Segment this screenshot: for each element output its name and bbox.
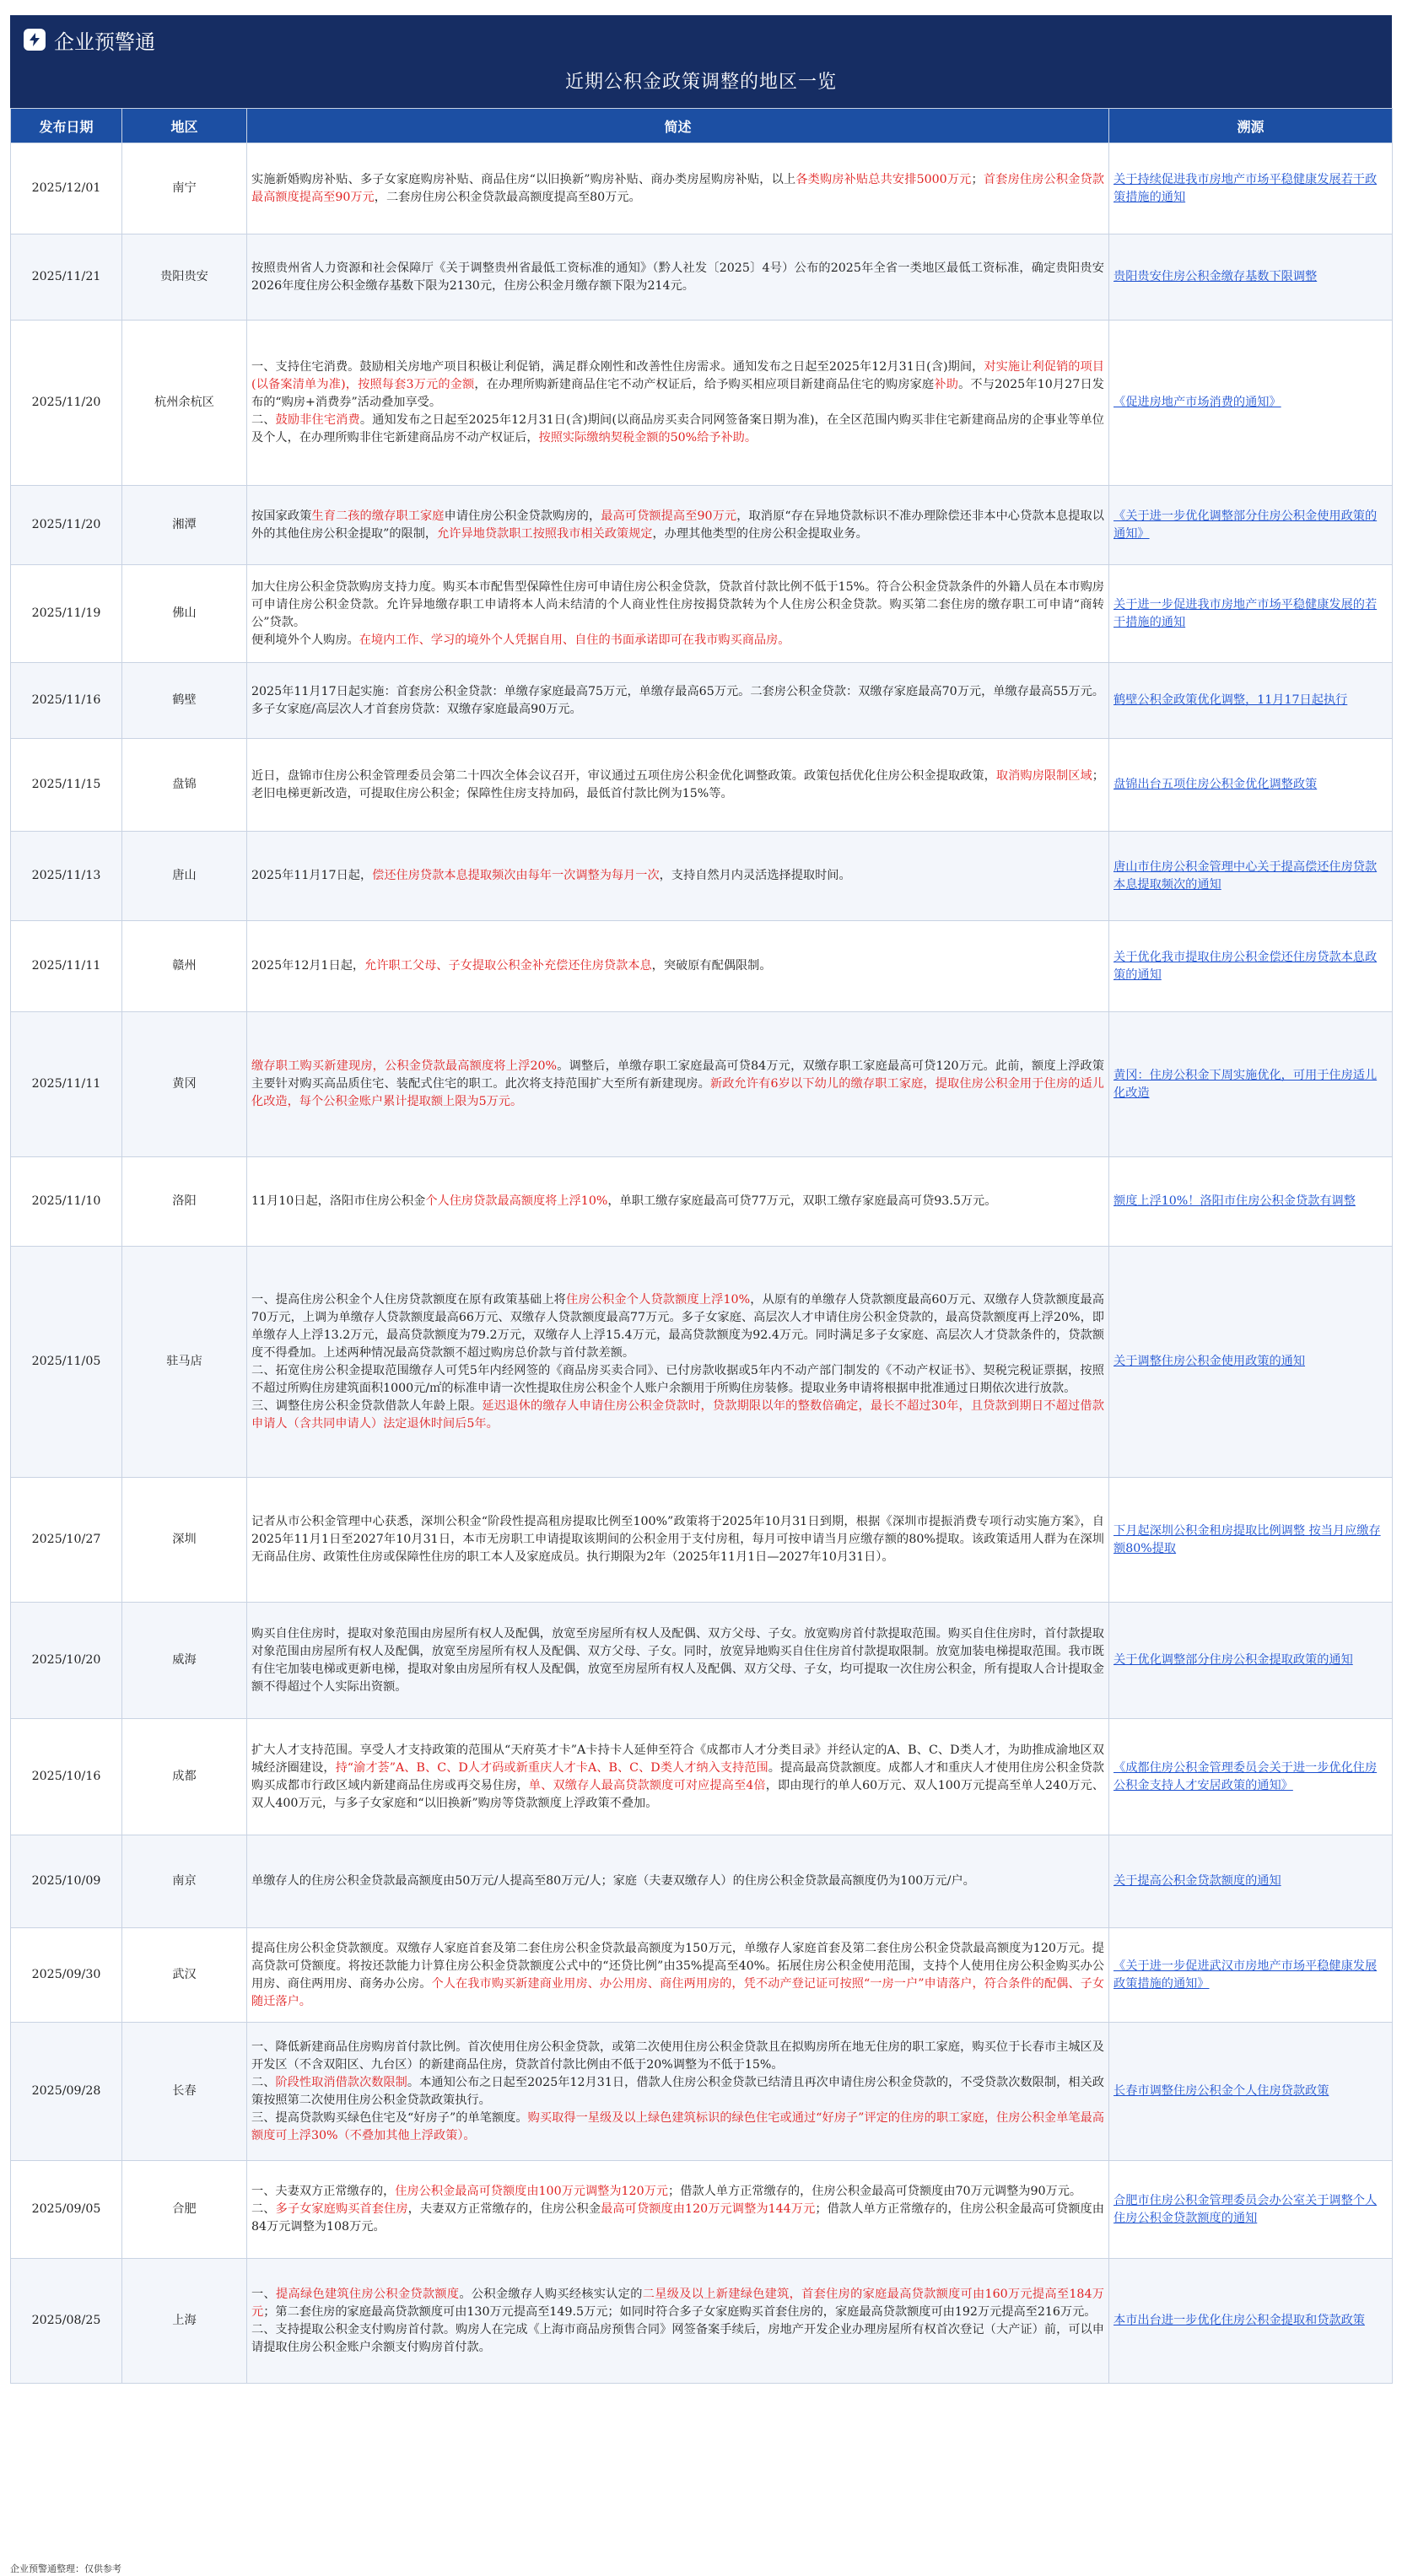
description-text: ，二套房住房公积金贷款最高额度提高至80万元。 <box>374 190 641 204</box>
cell-source <box>1109 143 1393 234</box>
cell-source <box>1109 1603 1393 1719</box>
source-link[interactable]: 合肥市住房公积金管理委员会办公室关于调整个人住房公积金贷款额度的通知 <box>1114 2193 1378 2225</box>
column-header-description: 简述 <box>247 109 1109 143</box>
cell-region: 佛山 <box>122 565 247 663</box>
description-text: 2025年11月17日起， <box>251 869 373 882</box>
description-text: 2025年12月1日起， <box>251 959 365 973</box>
description-text: ，在办理所购新建商品住宅不动产权证后，给予购买相应项目新建商品住宅的购房家庭 <box>474 378 935 391</box>
page-title: 近期公积金政策调整的地区一览 <box>564 72 837 93</box>
source-link[interactable]: 《成都住房公积金管理委员会关于进一步优化住房公积金支持人才安居政策的通知》 <box>1114 1760 1378 1792</box>
description-text: ；借款人单方正常缴存的，住房公积金最高可贷额度由70万元调整为90万元。 <box>668 2185 1082 2198</box>
source-link[interactable]: 本市出台进一步优化住房公积金提取和贷款政策 <box>1114 2314 1365 2327</box>
description-text: 一、夫妻双方正常缴存的， <box>251 2185 396 2198</box>
source-link[interactable]: 《促进房地产市场消费的通知》 <box>1114 396 1281 409</box>
table-row <box>11 2023 1393 2161</box>
table-row <box>11 2259 1393 2384</box>
description-text: 一、 <box>251 2287 276 2301</box>
lightning-icon <box>24 29 46 51</box>
description-text: 实施新婚购房补贴、多子女家庭购房补贴、商品住房“以旧换新”购房补贴、商办类房屋购房补贴，以上 <box>251 172 796 186</box>
cell-description <box>247 1835 1109 1928</box>
description-text: 支持个人使用住房公积金购买办公用房、商住两用房、商务办公房。 <box>251 1959 1104 1991</box>
cell-region: 长春 <box>122 2023 247 2161</box>
table-row <box>11 832 1393 921</box>
cell-date: 2025/10/20 <box>11 1603 122 1719</box>
table-row <box>11 1478 1393 1603</box>
description-text: ，办理其他类型的住房公积金提取业务。 <box>652 526 868 541</box>
cell-source <box>1109 2259 1393 2384</box>
source-link[interactable]: 贵阳贵安住房公积金缴存基数下限调整 <box>1114 270 1318 283</box>
highlight-text: 阶段性取消借款次数限制 <box>275 2075 407 2089</box>
source-link[interactable]: 关于持续促进我市房地产市场平稳健康发展若干政策措施的通知 <box>1114 172 1378 204</box>
cell-description <box>247 143 1109 234</box>
brand <box>24 27 155 52</box>
cell-source <box>1109 565 1393 663</box>
cell-source <box>1109 832 1393 921</box>
cell-region: 盘锦 <box>122 739 247 832</box>
source-link[interactable]: 黄冈：住房公积金下周实施优化，可用于住房适儿化改造 <box>1114 1068 1378 1100</box>
description-text: ，单职工缴存家庭最高可贷77万元，双职工缴存家庭最高可贷93.5万元。 <box>607 1194 997 1208</box>
source-link[interactable]: 关于提高公积金贷款额度的通知 <box>1114 1874 1281 1888</box>
cell-region: 驻马店 <box>122 1247 247 1478</box>
description-text: 三、调整住房公积金贷款借款人年龄上限。 <box>251 1398 483 1413</box>
cell-date: 2025/09/30 <box>11 1928 122 2023</box>
description-text: ，即由现行的单人60万元、双人100万元提高至单人240万元、双人400万元，与多子女家庭和“以旧换新”购房等贷款额度上浮政策不叠加。 <box>251 1778 1104 1810</box>
cell-date: 2025/08/25 <box>11 2259 122 2384</box>
description-text: 记者从市公积金管理中心获悉，深圳公积金“阶段性提高租房提取比例至100%”政策将于2025年10月31日到期，根据《深圳市提振消费专项行动实施方案》，自2025年11月1日至2027年10月31日，本市无房职工申请提取该期间的公积金用于支付房租，每月可按申请当月应缴存额的80%提取。该政策适用人群为在深圳无商品住房、政策性住房或保障性住房的职工本人及家庭成员。执行期限为2年（2025年11月1日—2027年10月31日）。 <box>251 1515 1104 1564</box>
cell-source <box>1109 321 1393 486</box>
source-link[interactable]: 长春市调整住房公积金个人住房贷款政策 <box>1114 2084 1329 2098</box>
cell-region: 赣州 <box>122 921 247 1012</box>
table-row <box>11 1928 1393 2023</box>
cell-source <box>1109 2161 1393 2259</box>
source-link[interactable]: 额度上浮10%！洛阳市住房公积金贷款有调整 <box>1114 1194 1356 1208</box>
cell-date: 2025/11/11 <box>11 921 122 1012</box>
table-row <box>11 739 1393 832</box>
description-text: 提高住房公积金贷款额度。双缴存人家庭首套及第二套住房公积金贷款最高额度为150万元，单缴存人家庭首套及第二套住房公积金贷款最高额度为120万元。提高贷款可贷额度。将按还款能力计算住房公积金贷款额度公式中的“还贷比例”由35%提高至40%。拓展住房公积金使用范围， <box>251 1941 1104 1973</box>
highlight-text: 持“渝才荟”A、B、C、D人才码或新重庆人才卡A、B、C、D类人才纳入支持范围 <box>335 1760 768 1775</box>
description-text: 。通知发布之日起至2025年12月31日(含)期间(以商品房买卖合同网签备案日期为准)，在全区范围内购买非住宅新建商品房的企事业等单位及个人，在办理所购非住宅新建商品房不动产权证后， <box>251 413 1104 445</box>
source-link[interactable]: 《关于进一步优化调整部分住房公积金使用政策的通知》 <box>1114 509 1378 541</box>
column-header-source: 溯源 <box>1109 109 1393 143</box>
cell-region: 武汉 <box>122 1928 247 2023</box>
cell-date: 2025/11/15 <box>11 739 122 832</box>
description-text: ，从原有的单缴存人贷款额度最高60万元、双缴存人贷款额度最高70万元，上调为单缴存人贷款额度最高66万元、双缴存人贷款额度最高77万元。多子女家庭、高层次人才申请住房公积金贷款的，最高贷款额度再上浮20%，即单缴存人上浮13.2万元，最高贷款额度为79.2万元，双缴存人上浮15.4万元，最高贷款额度为92.4万元。同时满足多子女家庭、高层次人才贷款条件的，贷款额度不得叠加。上述两种情况最高贷款额不超过购房总价款与首付款差额。 <box>251 1292 1104 1360</box>
highlight-text: 补助 <box>934 378 959 391</box>
source-link[interactable]: 唐山市住房公积金管理中心关于提高偿还住房贷款本息提取频次的通知 <box>1114 860 1378 892</box>
description-text: 二、 <box>251 2075 276 2089</box>
cell-region: 南宁 <box>122 143 247 234</box>
table-body <box>11 143 1393 2384</box>
highlight-text: 按照实际缴纳契税金额的50%给予补助。 <box>538 431 758 445</box>
description-text: 近日，盘锦市住房公积金管理委员会第二十四次全体会议召开，审议通过五项住房公积金优化调整政策。政策包括优化住房公积金提取政策， <box>251 768 996 783</box>
cell-date: 2025/09/05 <box>11 2161 122 2259</box>
source-link[interactable]: 下月起深圳公积金租房提取比例调整 按当月应缴存额80%提取 <box>1114 1523 1381 1555</box>
description-text: ；老旧电梯更新改造，可提取住房公积金；保障性住房支持加码，最低首付款比例为15%等。 <box>251 768 1104 800</box>
cell-source <box>1109 1835 1393 1928</box>
cell-region: 深圳 <box>122 1478 247 1603</box>
highlight-text: 个人在我市购买新建商业用房、办公用房、商住两用房的，凭不动产登记证可按照“一房一户”申请落户，符合条件的配偶、子女随迁落户。 <box>251 1976 1104 2008</box>
cell-source <box>1109 1247 1393 1478</box>
highlight-text: 住房公积金最高可贷额度由100万元调整为120万元 <box>395 2185 668 2198</box>
column-header-region: 地区 <box>122 109 247 143</box>
table-row <box>11 1835 1393 1928</box>
highlight-text: 偿还住房贷款本息提取频次由每年一次调整为每月一次 <box>372 869 660 882</box>
highlight-text: 延迟退休的缴存人申请住房公积金贷款时，贷款期限以年的整数倍确定，最长不超过30年，且贷款到期日不超过借款申请人（含共同申请人）法定退休时间后5年。 <box>251 1398 1104 1431</box>
highlight-text: 缴存职工购买新建现房，公积金贷款最高额度将上浮20% <box>251 1059 558 1073</box>
highlight-text: 多子女家庭购买首套住房 <box>275 2202 408 2216</box>
table-row <box>11 234 1393 321</box>
cell-date: 2025/11/20 <box>11 321 122 486</box>
cell-description <box>247 234 1109 321</box>
highlight-text: 在境内工作、学习的境外个人凭据自用、自住的书面承诺即可在我市购买商品房。 <box>359 633 790 647</box>
table-row <box>11 663 1393 739</box>
source-link[interactable]: 鹤壁公积金政策优化调整，11月17日起执行 <box>1114 693 1348 707</box>
cell-date: 2025/11/16 <box>11 663 122 739</box>
highlight-text: 允许职工父母、子女提取公积金补充偿还住房贷款本息 <box>364 959 652 973</box>
description-text: 。不与2025年10月27日发布的“购房+消费券”活动叠加享受。 <box>251 378 1104 409</box>
description-text: 便利境外个人购房。 <box>251 633 359 647</box>
highlight-text: 生育二孩的缴存职工家庭 <box>311 509 445 523</box>
description-text: 。本通知公布之日起至2025年12月31日，借款人住房公积金贷款已结清且再次申请住房公积金贷款的，不受贷款次数限制，相关政策按照第二次使用住房公积金贷款政策执行。 <box>251 2075 1104 2107</box>
description-text: 一、降低新建商品住房购房首付款比例。首次使用住房公积金贷款，或第二次使用住房公积金贷款且在拟购房所在地无住房的职工家庭，购买位于长春市主城区及开发区（不含双阳区、九台区）的新建商品住房，贷款首付款比例由不低于20%调整为不低于15%。 <box>251 2040 1104 2072</box>
footer-note: 企业预警通整理：仅供参考 <box>10 2563 121 2574</box>
description-text: ； <box>971 172 984 186</box>
cell-region: 南京 <box>122 1835 247 1928</box>
cell-description <box>247 1719 1109 1835</box>
cell-date: 2025/11/20 <box>11 486 122 565</box>
table-row <box>11 2161 1393 2259</box>
cell-description <box>247 2023 1109 2161</box>
description-text: 。公积金缴存人购买经核实认定的 <box>459 2287 643 2301</box>
cell-source <box>1109 1157 1393 1247</box>
highlight-text: 购买取得一星级及以上绿色建筑标识的绿色住宅或通过“好房子”评定的住房的职工家庭，住房公积金单笔最高额度可上浮30%（不叠加其他上浮政策）。 <box>251 2110 1104 2142</box>
cell-region: 唐山 <box>122 832 247 921</box>
description-text: ；第二套住房的家庭最高贷款额度可由130万元提高至149.5万元；如同时符合多子女家庭购买首套住房的，家庭最高贷款额度可由192万元提高至216万元。 <box>263 2304 1097 2319</box>
table-row <box>11 321 1393 486</box>
source-link[interactable]: 关于优化我市提取住房公积金偿还住房贷款本息政策的通知 <box>1114 950 1378 982</box>
highlight-text: 各类购房补贴总共安排5000万元 <box>795 172 972 186</box>
cell-description <box>247 2259 1109 2384</box>
cell-source <box>1109 1928 1393 2023</box>
highlight-text: 住房公积金个人贷款额度上浮10% <box>566 1292 751 1307</box>
cell-region: 黄冈 <box>122 1012 247 1157</box>
description-text: 加大住房公积金贷款购房支持力度。购买本市配售型保障性住房可申请住房公积金贷款，贷款首付款比例不低于15%。符合公积金贷款条件的外籍人员在本市购房可申请住房公积金贷款。允许异地缴存职工申请将本人尚未结清的个人商业性住房按揭贷款转为个人住房公积金贷款。购买第二套住房的缴存职工可申请“商转公”贷款。 <box>251 579 1104 629</box>
description-text: 扩大人才支持范围。享受人才支持政策的范围从“天府英才卡”A卡持卡人延伸至符合《成都市人才分类目录》并经认定的A、B、C、D类人才，为助推成渝地区双城经济圈建设， <box>251 1743 1104 1775</box>
cell-date: 2025/10/16 <box>11 1719 122 1835</box>
cell-source <box>1109 1012 1393 1157</box>
cell-date: 2025/10/09 <box>11 1835 122 1928</box>
cell-source <box>1109 234 1393 321</box>
cell-date: 2025/10/27 <box>11 1478 122 1603</box>
description-text: 按国家政策 <box>251 509 312 523</box>
description-text: ，夫妻双方正常缴存的，住房公积金 <box>407 2202 601 2216</box>
page-header <box>10 15 1392 108</box>
cell-date: 2025/11/11 <box>11 1012 122 1157</box>
cell-description <box>247 1478 1109 1603</box>
cell-source <box>1109 486 1393 565</box>
table-row <box>11 1012 1393 1157</box>
cell-description <box>247 921 1109 1012</box>
description-text: 2025年11月17日起实施：首套房公积金贷款：单缴存家庭最高75万元，单缴存最高65万元。二套房公积金贷款：双缴存家庭最高70万元，单缴存最高55万元。多子女家庭/高层次人才首套房贷款：双缴存家庭最高90万元。 <box>251 684 1104 716</box>
cell-region: 成都 <box>122 1719 247 1835</box>
cell-date: 2025/12/01 <box>11 143 122 234</box>
cell-source <box>1109 739 1393 832</box>
cell-date: 2025/09/28 <box>11 2023 122 2161</box>
table-row <box>11 1719 1393 1835</box>
highlight-text: 二星级及以上新建绿色建筑，首套住房的家庭最高贷款额度可由160万元提高至184万元 <box>251 2287 1104 2319</box>
cell-date: 2025/11/21 <box>11 234 122 321</box>
description-text: ，支持自然月内灵活选择提取时间。 <box>659 869 851 882</box>
cell-region: 威海 <box>122 1603 247 1719</box>
source-link[interactable]: 盘锦出台五项住房公积金优化调整政策 <box>1114 778 1318 791</box>
cell-region: 贵阳贵安 <box>122 234 247 321</box>
highlight-text: 取消购房限制区域 <box>995 768 1092 783</box>
description-text: ，突破原有配偶限制。 <box>651 959 772 973</box>
cell-source <box>1109 1478 1393 1603</box>
cell-source <box>1109 663 1393 739</box>
description-text: 二、支持提取公积金支付购房首付款。购房人在完成《上海市商品房预售合同》网签备案手续后，房地产开发企业办理房屋所有权首次登记（大产证）前，可以申请提取住房公积金账户余额支付购房首付款。 <box>251 2322 1104 2354</box>
description-text: 。提高最高贷款额度。成都人才和重庆人才使用住房公积金贷款购买成都市行政区域内新建商品住房或再交易住房， <box>251 1760 1104 1792</box>
description-text: 二、 <box>251 413 276 427</box>
cell-description <box>247 1928 1109 2023</box>
highlight-text: 提高绿色建筑住房公积金贷款额度 <box>275 2287 460 2301</box>
table-row <box>11 921 1393 1012</box>
table-row <box>11 143 1393 234</box>
description-text: ；借款人单方正常缴存的，住房公积金最高可贷额度由84万元调整为108万元。 <box>251 2202 1104 2234</box>
cell-source <box>1109 921 1393 1012</box>
table-row <box>11 1603 1393 1719</box>
cell-description <box>247 1012 1109 1157</box>
cell-description <box>247 832 1109 921</box>
cell-region: 湘潭 <box>122 486 247 565</box>
description-text: 一、提高住房公积金个人住房贷款额度在原有政策基础上将 <box>251 1292 567 1307</box>
cell-region: 杭州余杭区 <box>122 321 247 486</box>
description-text: 。调整后，单缴存职工家庭最高可贷84万元，双缴存职工家庭最高可贷120万元。此前，额度上浮政策主要针对购买高品质住宅、装配式住宅的职工。此次将支持范围扩大至所有新建现房。 <box>251 1059 1104 1091</box>
highlight-text: 个人住房贷款最高额度将上浮10% <box>425 1194 608 1208</box>
cell-description <box>247 1603 1109 1719</box>
highlight-text: 允许异地贷款职工按照我市相关政策规定 <box>437 526 653 541</box>
cell-description <box>247 2161 1109 2259</box>
cell-source <box>1109 1719 1393 1835</box>
source-link[interactable]: 关于优化调整部分住房公积金提取政策的通知 <box>1114 1653 1353 1667</box>
description-text: ，取消原“存在异地贷款标识不准办理除偿还非本中心贷款本息提取以外的其他住房公积金提取”的限制， <box>251 509 1104 541</box>
table-row <box>11 1247 1393 1478</box>
highlight-text: 对实施让利促销的项目(以备案清单为准)，按照每套3万元的金额 <box>251 360 1104 391</box>
cell-source <box>1109 2023 1393 2161</box>
highlight-text: 单、双缴存人最高贷款额度可对应提高至4倍 <box>528 1778 766 1792</box>
table-row <box>11 1157 1393 1247</box>
description-text: 申请住房公积金贷款购房的， <box>444 509 601 523</box>
description-text: 三、提高贷款购买绿色住宅及“好房子”的单笔额度。 <box>251 2110 528 2125</box>
table-row <box>11 486 1393 565</box>
cell-region: 鹤壁 <box>122 663 247 739</box>
cell-region: 合肥 <box>122 2161 247 2259</box>
cell-date: 2025/11/13 <box>11 832 122 921</box>
highlight-text: 鼓励非住宅消费 <box>275 413 360 427</box>
description-text: 一、支持住宅消费。鼓励相关房地产项目积极让利促销，满足群众刚性和改善性住房需求。通知发布之日起至2025年12月31日(含)期间， <box>251 360 984 374</box>
cell-description <box>247 663 1109 739</box>
source-link[interactable]: 《关于进一步促进武汉市房地产市场平稳健康发展政策措施的通知》 <box>1114 1959 1378 1991</box>
highlight-text: 首套房住房公积金贷款最高额度提高至90万元 <box>251 172 1104 204</box>
table-row <box>11 565 1393 663</box>
highlight-text: 最高可贷额提高至90万元 <box>601 509 737 523</box>
cell-region: 洛阳 <box>122 1157 247 1247</box>
source-link[interactable]: 关于进一步促进我市房地产市场平稳健康发展的若干措施的通知 <box>1114 597 1378 629</box>
source-link[interactable]: 关于调整住房公积金使用政策的通知 <box>1114 1355 1306 1368</box>
table-header-row <box>11 109 1393 143</box>
highlight-text: 新政允许有6岁以下幼儿的缴存职工家庭，提取住房公积金用于住房的适儿化改造，每个公积金账户累计提取额上限为5万元。 <box>251 1077 1104 1108</box>
description-text: 二、拓宽住房公积金提取范围缴存人可凭5年内经网签的《商品房买卖合同》、已付房款收据或5年内不动产部门制发的《不动产权证书》、契税完税证票据，按照不超过所购住房建筑面积1000元/㎡的标准申请一次性提取住房公积金个人账户余额用于所购住房装修。提取业务申请将根据申批准通过日期依次进行放款。 <box>251 1363 1104 1395</box>
cell-region: 上海 <box>122 2259 247 2384</box>
description-text: 11月10日起，洛阳市住房公积金 <box>251 1194 426 1208</box>
cell-description <box>247 739 1109 832</box>
cell-description <box>247 321 1109 486</box>
policy-table <box>10 108 1393 2384</box>
column-header-date: 发布日期 <box>11 109 122 143</box>
cell-date: 2025/11/10 <box>11 1157 122 1247</box>
description-text: 二、 <box>251 2202 276 2216</box>
cell-description <box>247 565 1109 663</box>
cell-description <box>247 1157 1109 1247</box>
brand-name: 企业预警通 <box>54 30 155 54</box>
description-text: 购买自住住房时，提取对象范围由房屋所有权人及配偶，放宽至房屋所有权人及配偶、双方父母、子女。放宽购房首付款提取范围。购买自住住房时，首付款提取对象范围由房屋所有权人及配偶，放宽至房屋所有权人及配偶、双方父母、子女。同时，放宽异地购买自住住房首付款提取限制。放宽加装电梯提取范围。我市既有住宅加装电梯或更新电梯，提取对象由房屋所有权人及配偶，放宽至房屋所有权人及配偶、双方父母、子女，均可提取一次住房公积金，所有提取人合计提取金额不得超过个人实际出资额。 <box>251 1626 1104 1694</box>
description-text: 单缴存人的住房公积金贷款最高额度由50万元/人提高至80万元/人；家庭（夫妻双缴存人）的住房公积金贷款最高额度仍为100万元/户。 <box>251 1874 975 1888</box>
cell-date: 2025/11/05 <box>11 1247 122 1478</box>
cell-date: 2025/11/19 <box>11 565 122 663</box>
cell-description <box>247 1247 1109 1478</box>
cell-description <box>247 486 1109 565</box>
description-text: 按照贵州省人力资源和社会保障厅《关于调整贵州省最低工资标准的通知》（黔人社发〔2025〕4号）公布的2025年全省一类地区最低工资标准，确定贵阳贵安2026年度住房公积金缴存基数下限为2130元，住房公积金月缴存额下限为214元。 <box>251 261 1104 293</box>
highlight-text: 最高可贷额度由120万元调整为144万元 <box>601 2202 816 2216</box>
